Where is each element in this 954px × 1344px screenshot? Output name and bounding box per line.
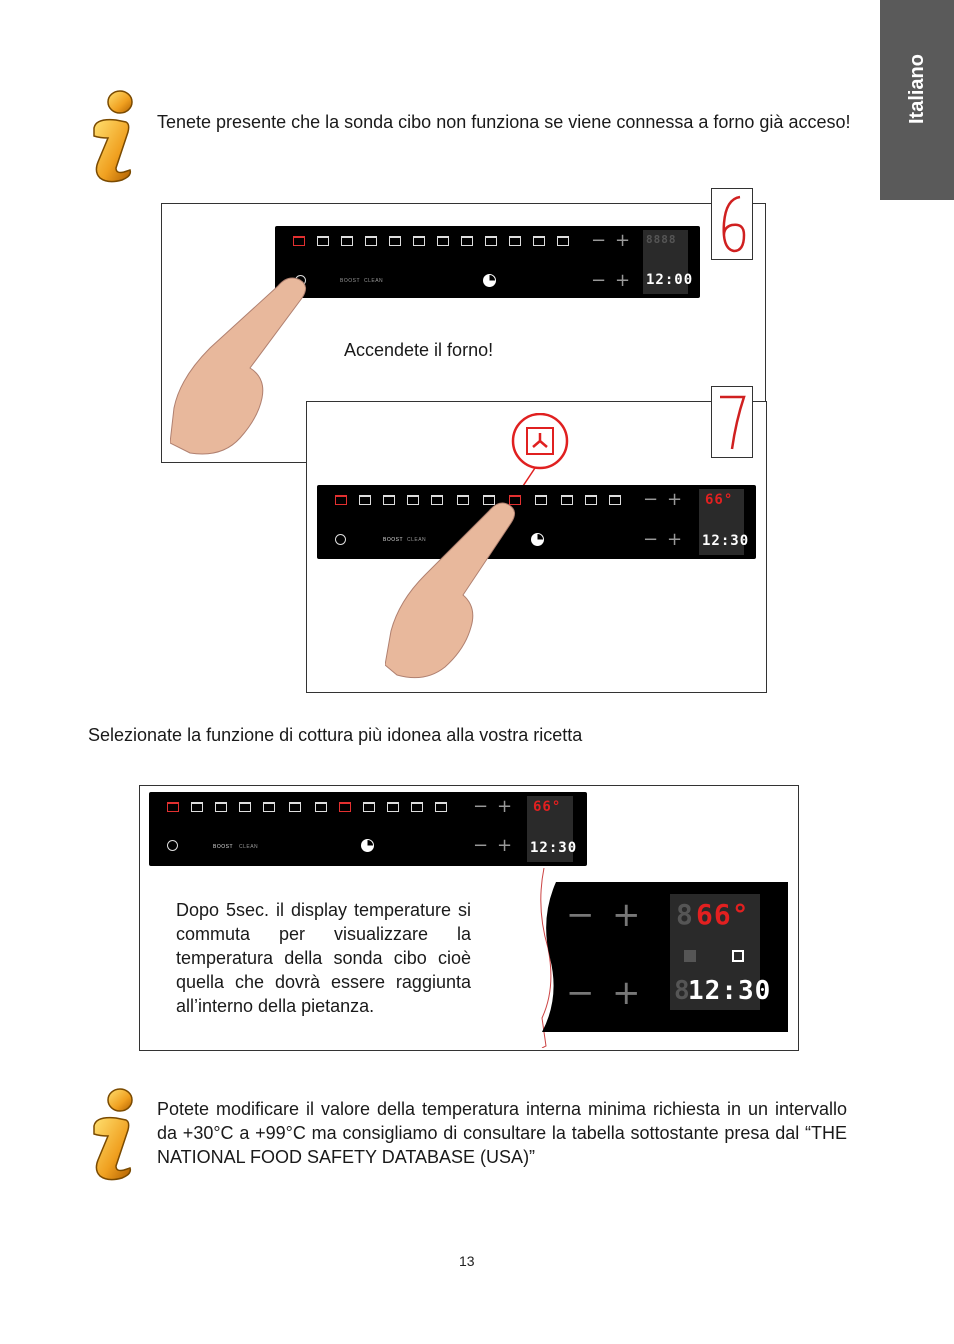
fan-icon[interactable] (461, 236, 473, 246)
timer-icon[interactable] (531, 533, 544, 546)
step-6-caption: Accendete il forno! (344, 340, 494, 360)
control-panel-step-6 (275, 226, 700, 298)
clock-plus-icon[interactable]: + (667, 529, 683, 550)
step-7-digit (712, 387, 752, 457)
temp-minus-icon[interactable]: − (591, 230, 607, 251)
zoom-temp-blank-digit: 8 (676, 898, 694, 931)
temp-display: 66° (533, 799, 562, 815)
function-icon-light[interactable] (293, 236, 305, 246)
step-number-7 (711, 386, 753, 458)
function-icon-2[interactable] (359, 495, 371, 505)
lock-icon (732, 950, 744, 962)
function-icon-3[interactable] (341, 236, 353, 246)
temp-minus-icon[interactable]: − (643, 489, 659, 510)
function-icon-11[interactable] (411, 802, 423, 812)
clock-minus-icon[interactable]: − (643, 529, 659, 550)
function-icon-10[interactable] (387, 802, 399, 812)
control-panel-step-8 (149, 792, 587, 866)
power-icon[interactable] (335, 534, 346, 545)
function-icon-9[interactable] (535, 495, 547, 505)
function-icon-6[interactable] (289, 802, 301, 812)
temp-display-off: 8888 (646, 233, 677, 246)
step-6-digit (712, 189, 752, 259)
fan-icon[interactable] (339, 802, 351, 812)
function-icon-10[interactable] (509, 236, 521, 246)
function-icon-light[interactable] (335, 495, 347, 505)
function-icon-11[interactable] (533, 236, 545, 246)
clean-label[interactable]: CLEAN (239, 844, 259, 850)
temp-minus-icon[interactable]: − (473, 796, 489, 817)
function-icon-12[interactable] (609, 495, 621, 505)
instruction-text: Selezionate la funzione di cottura più idonea alla vostra ricetta (88, 725, 583, 745)
clock-display: 12:00 (646, 272, 694, 288)
pointing-hand-icon (170, 268, 320, 463)
language-tab (880, 0, 954, 200)
zoom-temp-plus-icon[interactable]: + (612, 895, 641, 935)
function-icon-12[interactable] (557, 236, 569, 246)
function-icon-2[interactable] (191, 802, 203, 812)
function-icon-4[interactable] (365, 236, 377, 246)
info-icon-2 (86, 1086, 142, 1182)
function-icon-6[interactable] (413, 236, 425, 246)
power-icon[interactable] (167, 840, 178, 851)
temp-plus-icon[interactable]: + (615, 230, 631, 251)
zoom-clock-display: 12:30 (688, 976, 772, 1006)
clock-display: 12:30 (702, 533, 750, 549)
zoom-display (670, 894, 772, 1010)
temp-plus-icon[interactable]: + (497, 796, 513, 817)
function-icon-11[interactable] (585, 495, 597, 505)
timer-icon[interactable] (483, 274, 496, 287)
info-text-1: Tenete presente che la sonda cibo non funziona se viene connessa a forno già acceso! (157, 112, 851, 132)
lock-closed-icon (684, 950, 696, 962)
zoom-clock-minus-icon[interactable]: − (566, 973, 595, 1013)
temp-plus-icon[interactable]: + (667, 489, 683, 510)
clock-minus-icon[interactable]: − (473, 835, 489, 856)
boost-label[interactable]: BOOST (340, 278, 361, 284)
function-icon-5[interactable] (389, 236, 401, 246)
step-number-6 (711, 188, 753, 260)
page-number: 13 (459, 1253, 475, 1269)
function-icon-12[interactable] (435, 802, 447, 812)
function-icon-light[interactable] (167, 802, 179, 812)
function-icon-10[interactable] (561, 495, 573, 505)
display-step-6 (643, 230, 694, 294)
function-icon-5[interactable] (263, 802, 275, 812)
zoom-temp-minus-icon[interactable]: − (566, 895, 595, 935)
info-icon (86, 88, 142, 184)
temp-display: 66° (705, 492, 734, 508)
boost-label[interactable]: BOOST (383, 537, 404, 543)
function-icon-4[interactable] (239, 802, 251, 812)
clock-minus-icon[interactable]: − (591, 270, 607, 291)
function-icon-2[interactable] (317, 236, 329, 246)
language-tab-label: Italiano (905, 54, 928, 125)
zoom-clock-plus-icon[interactable]: + (612, 973, 641, 1013)
display-step-7 (699, 489, 750, 555)
clock-display: 12:30 (530, 840, 578, 856)
zoom-clock-blank-digit: 8 (674, 976, 691, 1006)
info-text-2: Potete modificare il valore della temperatura interna minima richiesta in un intervallo da +30°C a +99°C ma consigliamo di consultare la tabella sottostante presa dal “THE NATIONAL FOOD SAFETY DATABASE (USA)” (157, 1099, 847, 1167)
step-8-caption: Dopo 5sec. il display temperature si commuta per visualizzare la temperatura della sonda cibo cioè quella che dovrà essere raggiunta all’interno della pietanza. (176, 900, 471, 1016)
control-panel-step-7 (317, 485, 756, 559)
clean-label[interactable]: CLEAN (364, 278, 384, 284)
timer-icon[interactable] (361, 839, 374, 852)
pointing-hand-icon-2 (385, 495, 525, 685)
boost-label[interactable]: BOOST (213, 844, 234, 850)
clock-plus-icon[interactable]: + (497, 835, 513, 856)
function-icon-9[interactable] (485, 236, 497, 246)
function-icon-7[interactable] (315, 802, 327, 812)
display-step-8 (527, 796, 578, 862)
zoom-temp-display: 66° (696, 898, 750, 931)
function-icon-3[interactable] (215, 802, 227, 812)
clock-plus-icon[interactable]: + (615, 270, 631, 291)
clean-label[interactable]: CLEAN (407, 537, 427, 543)
function-icon-7[interactable] (437, 236, 449, 246)
function-icon-9[interactable] (363, 802, 375, 812)
